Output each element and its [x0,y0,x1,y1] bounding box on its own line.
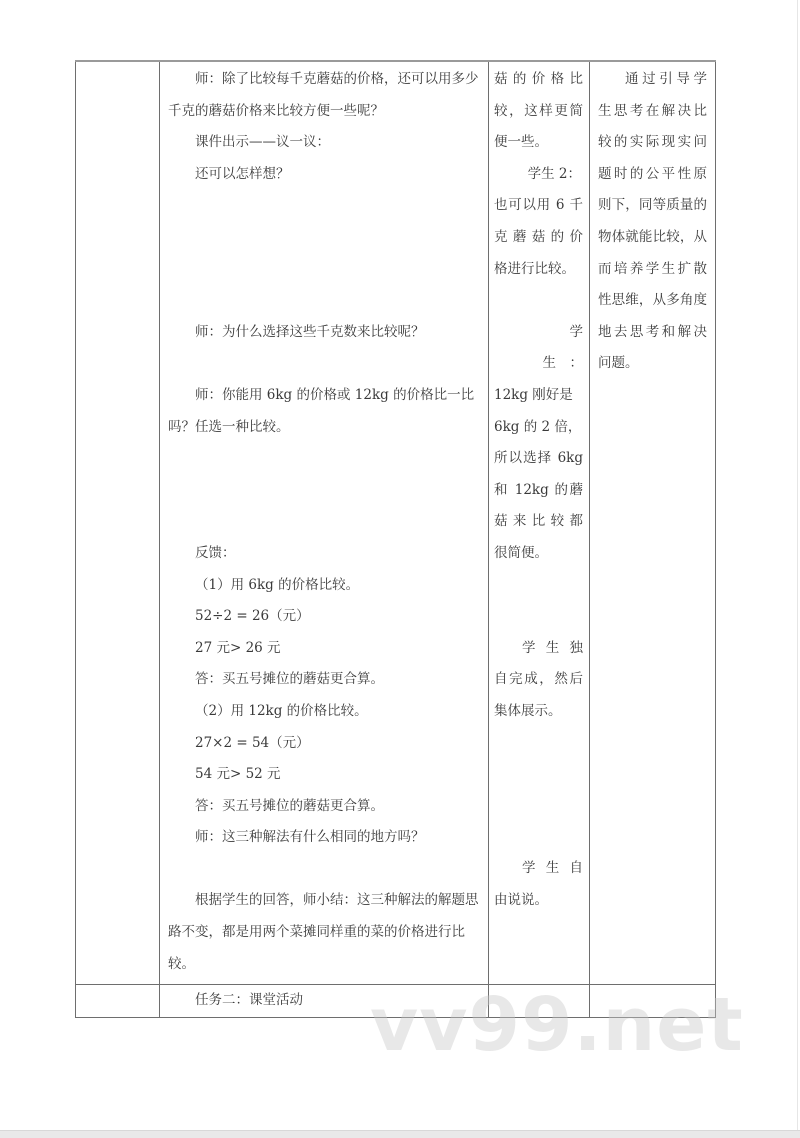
intent-line: 性思维，从多角度 [598,292,707,309]
design-intent-cell [590,61,716,985]
student-line: 菇来比较都 [494,513,583,530]
spacer [168,854,482,886]
teacher-paragraph: 还可以怎样想？ [195,165,290,182]
teacher-activity-content [160,62,488,984]
task-title: 任务二：课堂活动 [195,992,303,1009]
student-activity-content [489,62,597,921]
teacher-paragraph: 27 元> 26 元 [195,639,281,656]
table-row-main [76,61,716,985]
student-line: 较，这样更简 [494,102,583,119]
student-line: 6kg 的 2 倍， [494,418,582,435]
intent-line: 较的实际现实问 [598,134,707,151]
spacer [168,443,482,538]
stage-cell [76,985,160,1018]
teacher-activity-cell [160,61,489,985]
student-line: 很简便。 [494,544,548,561]
teacher-paragraph: 师：你能用 6kg 的价格或 12kg 的价格比一比吗？任选一种比较。 [168,386,475,435]
lesson-plan-table [75,60,716,1018]
student-block-2 [494,159,583,285]
teacher-paragraph: 根据学生的回答，师小结：这三种解法的解题思路不变，都是用两个菜摊同样重的菜的价格进行比较。 [168,892,479,972]
student-block-4 [494,633,583,728]
teacher-paragraph: 答：买五号摊位的蘑菇更合算。 [195,671,384,688]
teacher-paragraph: 反馈： [195,544,236,561]
intent-line: 通过引导学 [625,71,707,87]
teacher-paragraph: 师：除了比较每千克蘑菇的价格，还可以用多少千克的蘑菇价格来比较方便一些呢？ [168,71,479,119]
intent-line: 则下，同等质量的 [598,197,707,214]
student-line: 格进行比较。 [494,260,575,277]
intent-line: 物体就能比较，从 [598,228,707,245]
spacer [168,190,482,316]
student-line: 学生 2： [527,165,581,182]
teacher-paragraph: 答：买五号摊位的蘑菇更合算。 [195,797,384,814]
teacher-paragraph: 课件出示——议一议： [195,134,330,151]
teacher-paragraph: 师：这三种解法有什么相同的地方吗？ [195,829,425,846]
teacher-paragraph: （1）用 6kg 的价格比较。 [195,576,360,593]
teacher-paragraph: 52÷2 = 26（元） [195,608,310,625]
student-line: 也可以用 6 千 [494,197,583,214]
student-line: 克蘑菇的价 [494,228,583,245]
teacher-paragraph: 54 元> 52 元 [195,766,281,783]
intent-line: 生思考在解决比 [598,102,707,119]
table-row-task [76,985,716,1018]
student-line: 学生自 [522,860,583,877]
stage-cell [76,61,160,985]
task-title-cell [160,985,489,1018]
student-line: 由说说。 [494,892,548,909]
watermark: vv99.net [370,982,744,1068]
student-line: 和 12kg 的蘑 [494,481,583,498]
design-intent-cell [590,985,716,1018]
intent-line: 而培养学生扩散 [598,260,707,277]
student-block-3 [494,317,597,570]
student-activity-cell [489,985,590,1018]
intent-line: 地去思考和解决 [598,323,707,340]
student-line: 集体展示。 [494,702,562,719]
teacher-paragraph: 27×2 = 54（元） [195,734,310,751]
student-line: 自完成，然后 [494,671,583,688]
intent-line: 问题。 [598,355,639,372]
student-line: 学生独 [522,639,583,656]
intent-line: 题时的公平性原 [598,165,707,182]
spacer [168,348,482,380]
student-block-5 [494,853,583,916]
student-line: 所以选择 6kg [494,450,583,467]
teacher-paragraph: 师：为什么选择这些千克数来比较呢？ [195,323,425,340]
student-line: 便一些。 [494,134,548,151]
teacher-paragraph: （2）用 12kg 的价格比较。 [195,702,368,719]
student-activity-cell [489,61,597,985]
design-intent-content [590,62,715,384]
student-line: 菇的价格比 [494,71,583,87]
student-block-1 [494,64,583,159]
student-line: 12kg 刚好是 [494,386,573,403]
student-line: 学 生 ： [542,323,597,372]
